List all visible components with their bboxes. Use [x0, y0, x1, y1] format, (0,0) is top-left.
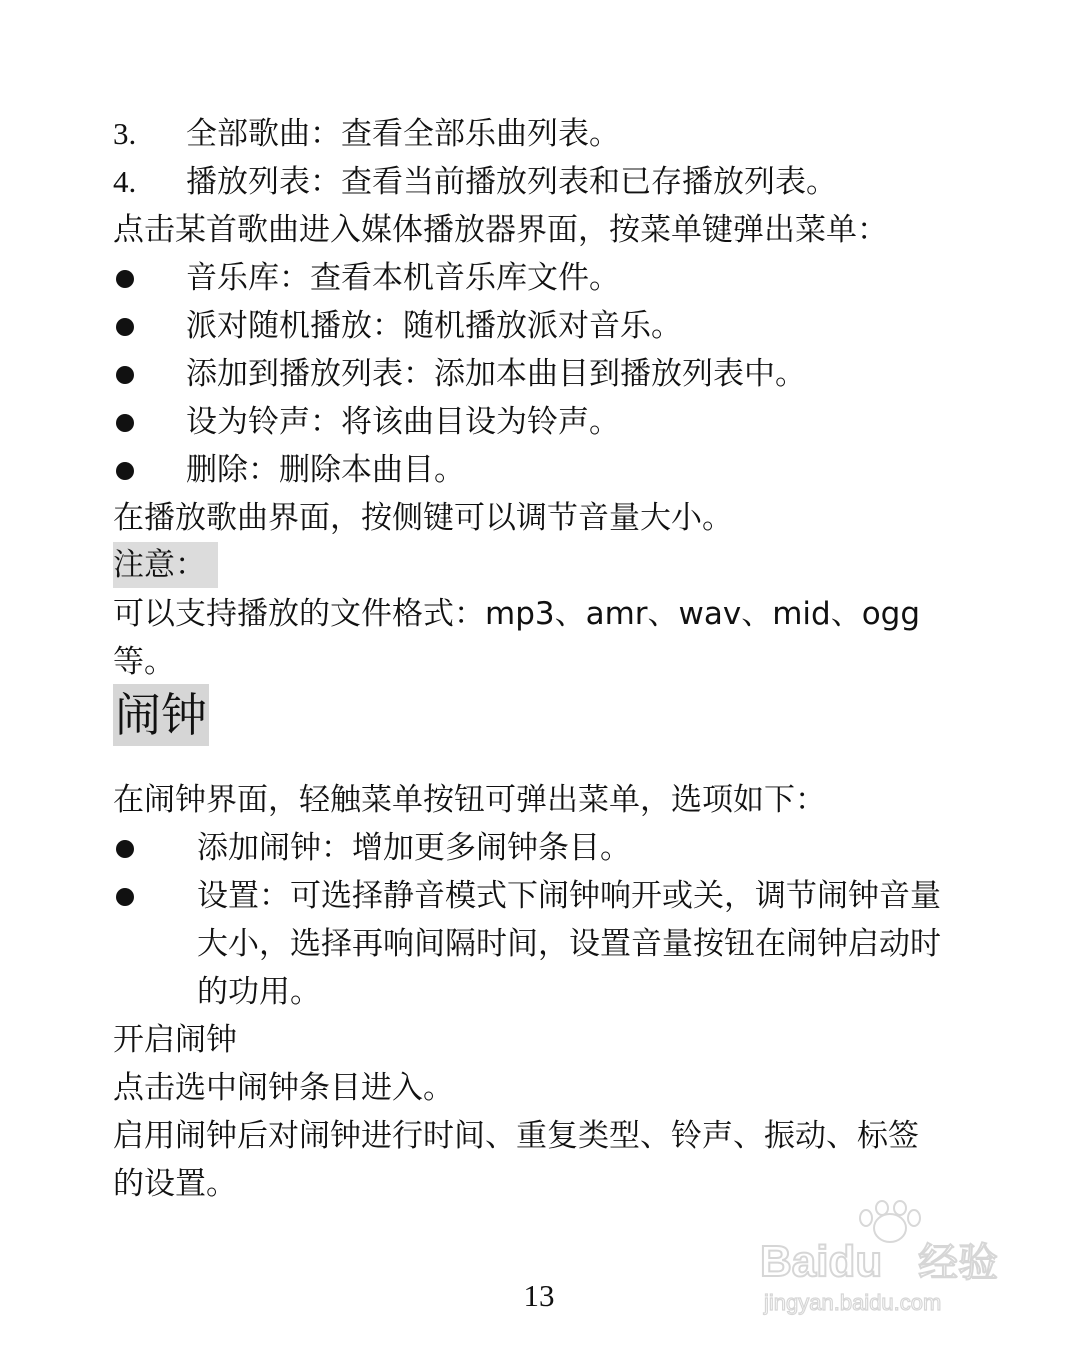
- enable-desc: 启用闹钟后对闹钟进行时间、重复类型、铃声、振动、标签: [113, 1118, 919, 1154]
- alarm-settings-line: 的功用。: [197, 974, 321, 1010]
- watermark-url: jingyan.baidu.com: [764, 1290, 942, 1315]
- enable-title: 开启闹钟: [113, 1022, 237, 1058]
- bullet-icon: [116, 888, 134, 906]
- player-menu-item: 设为铃声：将该曲目设为铃声。: [186, 404, 620, 440]
- formats-line: 等。: [113, 644, 175, 680]
- enable-desc: 的设置。: [113, 1166, 237, 1202]
- formats-line: 可以支持播放的文件格式：mp3、amr、wav、mid、ogg: [113, 596, 921, 632]
- enable-step: 点击选中闹钟条目进入。: [113, 1070, 454, 1106]
- volume-text: 在播放歌曲界面，按侧键可以调节音量大小。: [113, 500, 733, 536]
- page-number: 13: [523, 1278, 555, 1313]
- bullet-icon: [116, 318, 134, 336]
- alarm-heading: 闹钟: [113, 684, 209, 746]
- item-number: 4.: [113, 164, 137, 199]
- alarm-menu-item: [197, 872, 957, 1016]
- alarm-intro: 在闹钟界面，轻触菜单按钮可弹出菜单，选项如下：: [113, 782, 826, 818]
- bullet-icon: [116, 414, 134, 432]
- alarm-add-text: 添加闹钟：增加更多闹钟条目。: [197, 830, 631, 866]
- player-menu-item: 派对随机播放：随机播放派对音乐。: [186, 308, 682, 344]
- numbered-item-text: 播放列表：查看当前播放列表和已存播放列表。: [186, 164, 837, 200]
- baidu-watermark-logo: [760, 1200, 1020, 1320]
- player-intro: 点击某首歌曲进入媒体播放器界面，按菜单键弹出菜单：: [113, 212, 888, 248]
- player-menu-item: 删除：删除本曲目。: [186, 452, 465, 488]
- bullet-icon: [116, 462, 134, 480]
- watermark-brand: Baidu: [760, 1237, 883, 1286]
- alarm-menu-item: [197, 824, 957, 872]
- bullet-icon: [116, 366, 134, 384]
- alarm-settings-line: 设置：可选择静音模式下闹钟响开或关，调节闹钟音量: [197, 878, 941, 914]
- item-number: 3.: [113, 116, 137, 151]
- bullet-icon: [116, 270, 134, 288]
- watermark-brand-cn: 经验: [918, 1240, 998, 1286]
- player-menu-item: 添加到播放列表：添加本曲目到播放列表中。: [186, 356, 806, 392]
- numbered-item-text: 全部歌曲：查看全部乐曲列表。: [186, 116, 620, 152]
- player-menu-item: 音乐库：查看本机音乐库文件。: [186, 260, 620, 296]
- alarm-settings-line: 大小，选择再响间隔时间，设置音量按钮在闹钟启动时: [197, 926, 941, 962]
- note-label: 注意：: [113, 542, 218, 588]
- bullet-icon: [116, 840, 134, 858]
